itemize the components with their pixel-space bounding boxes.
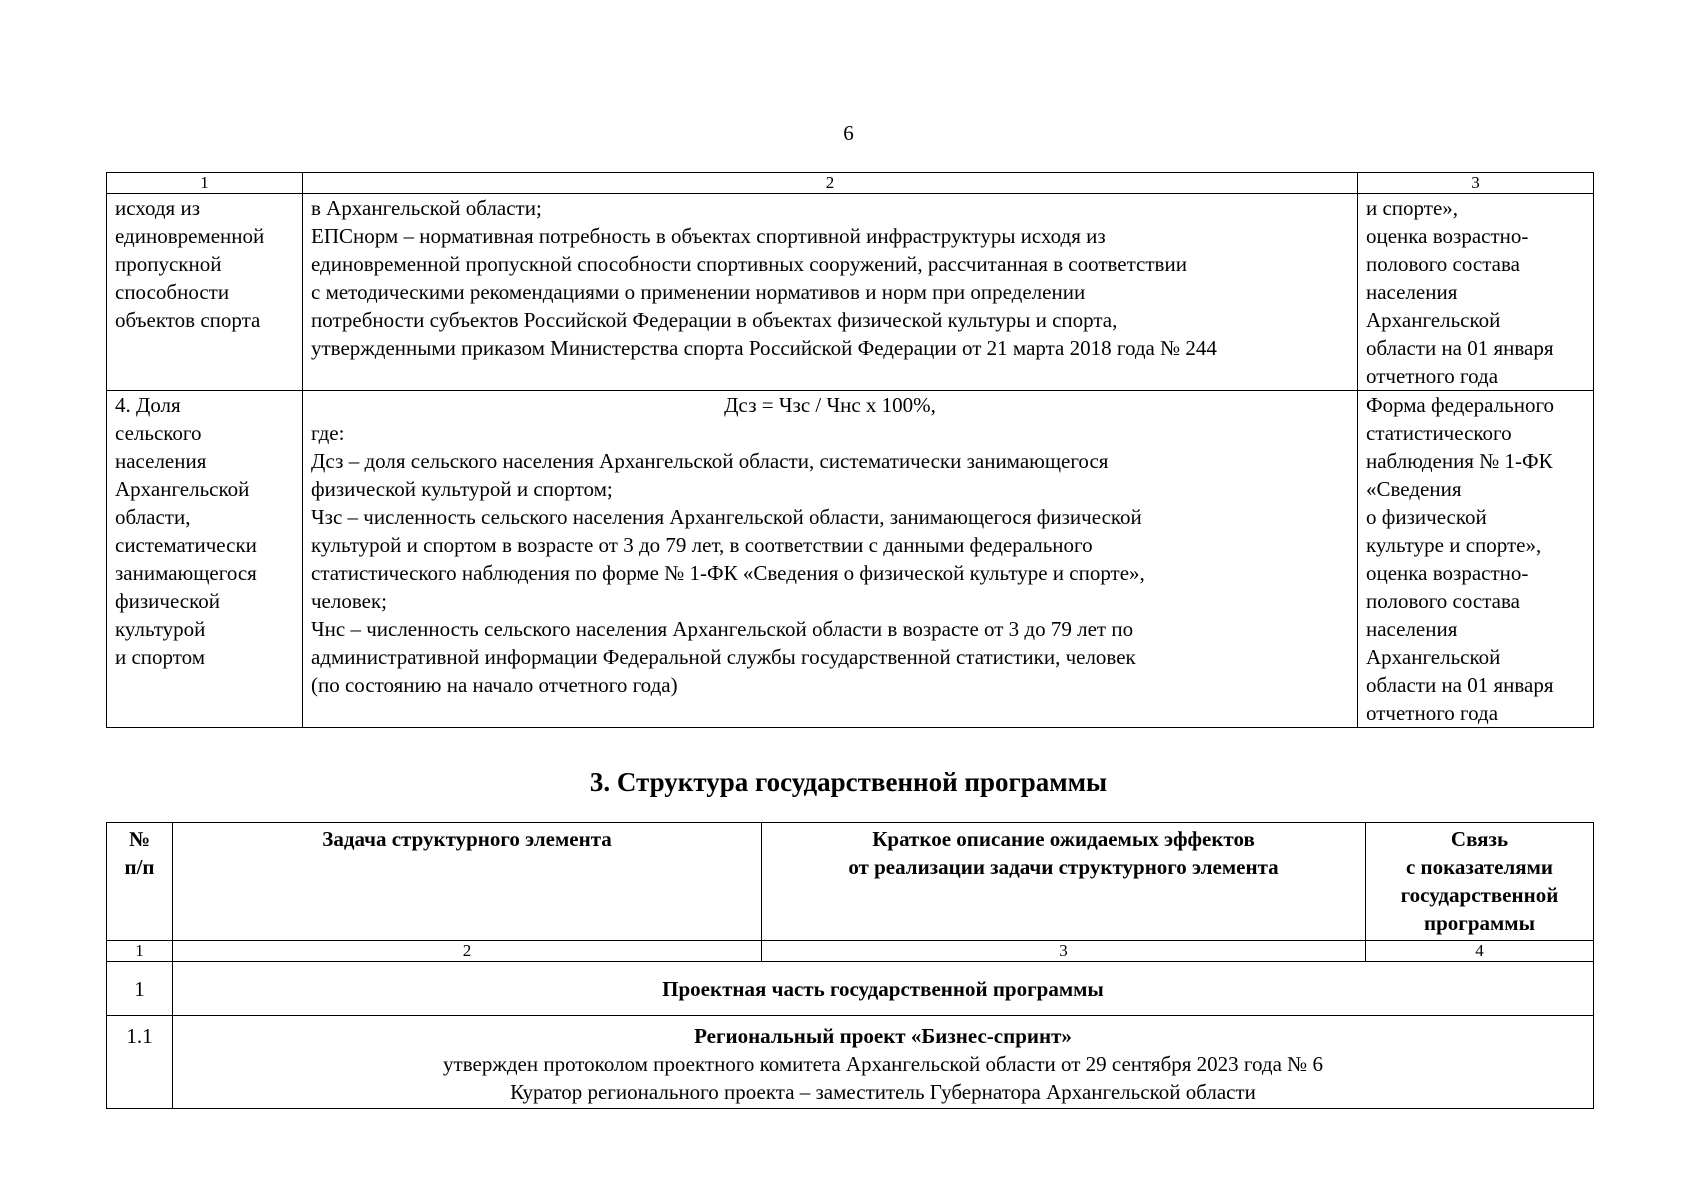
header-number: № п/п — [107, 823, 173, 941]
indicator-name-cell: 4. Доля сельского населения Архангельской области, систематически занимающегося физической культурой и спортом — [107, 391, 303, 728]
col-number: 1 — [107, 173, 303, 194]
page-number: 6 — [843, 121, 854, 145]
row-number: 1 — [107, 962, 173, 1016]
data-source-cell: и спорте», оценка возрастно- полового состава населения Архангельской области на 01 января отчетного года — [1358, 194, 1594, 391]
indicators-table — [106, 172, 1594, 728]
table-row — [107, 1016, 1594, 1109]
table-row — [107, 962, 1594, 1016]
project-part-title: Проектная часть государственной программы — [173, 962, 1594, 1016]
header-indicators-link: Связь с показателями государственной программы — [1366, 823, 1594, 941]
program-structure-table — [106, 822, 1594, 1109]
table-header-row — [107, 823, 1594, 941]
col-number: 3 — [1358, 173, 1594, 194]
header-effects: Краткое описание ожидаемых эффектов от реализации задачи структурного элемента — [762, 823, 1366, 941]
col-number: 1 — [107, 941, 173, 962]
regional-project-approval: утвержден протоколом проектного комитета Архангельской области от 29 сентября 2023 года № 6 — [443, 1052, 1323, 1076]
table-column-numbers — [107, 941, 1594, 962]
col-number: 2 — [173, 941, 762, 962]
col-number: 3 — [762, 941, 1366, 962]
table-row — [107, 194, 1594, 391]
calculation-method-cell: Дсз = Чзс / Чнс х 100%, где: Дсз – доля сельского населения Архангельской области, систематически занимающегося физической культурой и спортом; Чзс – численность сельского населения Архангельской области, занимающегося физической культурой и спортом в возрасте от 3 до 79 лет, в соответствии с данными федерального статистического наблюдения по форме № 1-ФК «Сведения о физической культуре и спорте», человек; Чнс – численность сельского населения Архангельской области в возрасте от 3 до 79 лет по административной информации Федеральной службы государственной статистики, человек (по состоянию на начало отчетного года) — [303, 391, 1358, 728]
section-title: 3. Структура государственной программы — [589, 767, 1108, 797]
header-task: Задача структурного элемента — [173, 823, 762, 941]
regional-project-cell — [173, 1016, 1594, 1109]
formula: Дсз = Чзс / Чнс х 100%, — [724, 393, 936, 417]
data-source-cell: Форма федерального статистического наблюдения № 1-ФК «Сведения о физической культуре и спорте», оценка возрастно- полового состава населения Архангельской области на 01 января отчетного года — [1358, 391, 1594, 728]
table-column-numbers — [107, 173, 1594, 194]
regional-project-title: Региональный проект «Бизнес-спринт» — [694, 1024, 1072, 1048]
col-number: 4 — [1366, 941, 1594, 962]
regional-project-curator: Куратор регионального проекта – заместитель Губернатора Архангельской области — [510, 1080, 1256, 1104]
indicator-name-cell: исходя из единовременной пропускной способности объектов спорта — [107, 194, 303, 391]
col-number: 2 — [303, 173, 1358, 194]
calculation-method-cell: в Архангельской области; ЕПСнорм – нормативная потребность в объектах спортивной инфраструктуры исходя из единовременной пропускной способности спортивных сооружений, рассчитанная в соответствии с методическими рекомендациями о применении нормативов и норм при определении потребности субъектов Российской Федерации в объектах физической культуры и спорта, утвержденными приказом Министерства спорта Российской Федерации от 21 марта 2018 года № 244 — [303, 194, 1358, 391]
row-number: 1.1 — [107, 1016, 173, 1109]
table-row — [107, 391, 1594, 728]
